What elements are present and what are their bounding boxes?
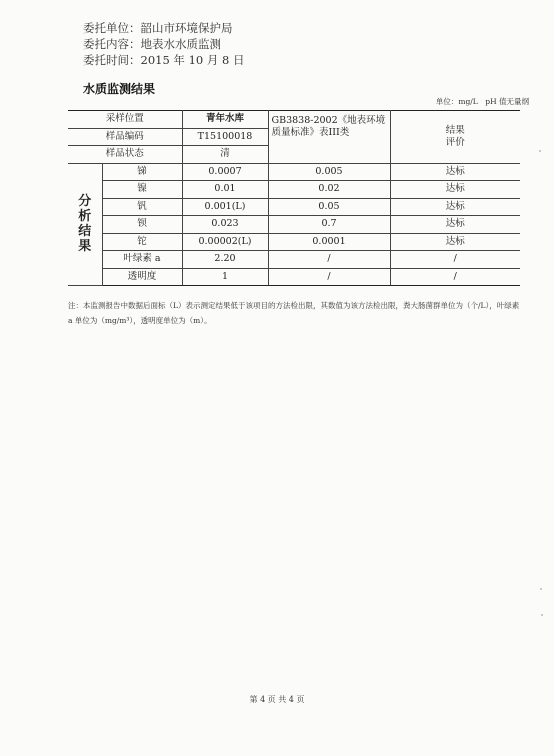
client-unit: 委托单位：韶山市环境保护局 [83, 21, 233, 35]
item-evaluation: 达标 [390, 216, 520, 234]
sample-code: T15100018 [182, 128, 268, 146]
label-sample-location: 采样位置 [68, 111, 182, 129]
item-value: 0.001(L) [182, 198, 268, 216]
commission-content: 委托内容：地表水水质监测 [83, 37, 221, 51]
item-standard: 0.0001 [268, 233, 390, 251]
table-row [68, 181, 520, 199]
table-row [68, 111, 520, 129]
commission-time: 委托时间：2015 年 10 月 8 日 [83, 53, 245, 67]
item-name: 钒 [102, 198, 182, 216]
table-row [68, 233, 520, 251]
sample-state: 清 [182, 146, 268, 164]
section-title: 水质监测结果 [83, 82, 156, 96]
item-evaluation: 达标 [390, 163, 520, 181]
item-value: 0.00002(L) [182, 233, 268, 251]
label-sample-code: 样品编码 [68, 128, 182, 146]
item-name: 透明度 [102, 268, 182, 286]
item-evaluation: 达标 [390, 181, 520, 199]
standard-header: GB3838-2002《地表环境质量标准》表III类 [268, 111, 390, 164]
item-value: 0.01 [182, 181, 268, 199]
result-header-line1: 结果 [445, 124, 465, 136]
item-value: 1 [182, 268, 268, 286]
label-sample-state: 样品状态 [68, 146, 182, 164]
item-evaluation: / [390, 268, 520, 286]
item-standard: / [268, 268, 390, 286]
sample-location: 青年水库 [182, 111, 268, 129]
item-name: 锑 [102, 163, 182, 181]
item-evaluation: / [390, 251, 520, 269]
item-evaluation: 达标 [390, 198, 520, 216]
item-name: 铊 [102, 233, 182, 251]
item-standard: 0.02 [268, 181, 390, 199]
table-row [68, 251, 520, 269]
table-row [68, 268, 520, 286]
item-value: 0.023 [182, 216, 268, 234]
table-row [68, 198, 520, 216]
item-standard: 0.005 [268, 163, 390, 181]
item-name: 叶绿素 a [102, 251, 182, 269]
results-table [68, 110, 520, 286]
result-header [390, 111, 520, 164]
item-evaluation: 达标 [390, 233, 520, 251]
item-value: 2.20 [182, 251, 268, 269]
scan-speck [539, 150, 541, 152]
result-header-line2: 评价 [445, 136, 465, 148]
scan-speck [541, 614, 543, 616]
item-standard: / [268, 251, 390, 269]
item-name: 钡 [102, 216, 182, 234]
table-row [68, 216, 520, 234]
page-number: 第 4 页 共 4 页 [249, 695, 305, 704]
footnote: 注：本监测报告中数据后面标（L）表示测定结果低于该项目的方法检出限，其数值为该方法检出限，粪大肠菌群单位为（个/L），叶绿素 a 单位为（mg/m³），透明度单位为（m）。 [68, 301, 520, 325]
table-row [68, 163, 520, 181]
unit-note: 单位：mg/L pH 值无量纲 [435, 97, 529, 106]
item-name: 镍 [102, 181, 182, 199]
scan-speck [540, 588, 542, 590]
analysis-results-label: 分 析 结 果 [68, 163, 102, 286]
item-value: 0.0007 [182, 163, 268, 181]
item-standard: 0.05 [268, 198, 390, 216]
item-standard: 0.7 [268, 216, 390, 234]
